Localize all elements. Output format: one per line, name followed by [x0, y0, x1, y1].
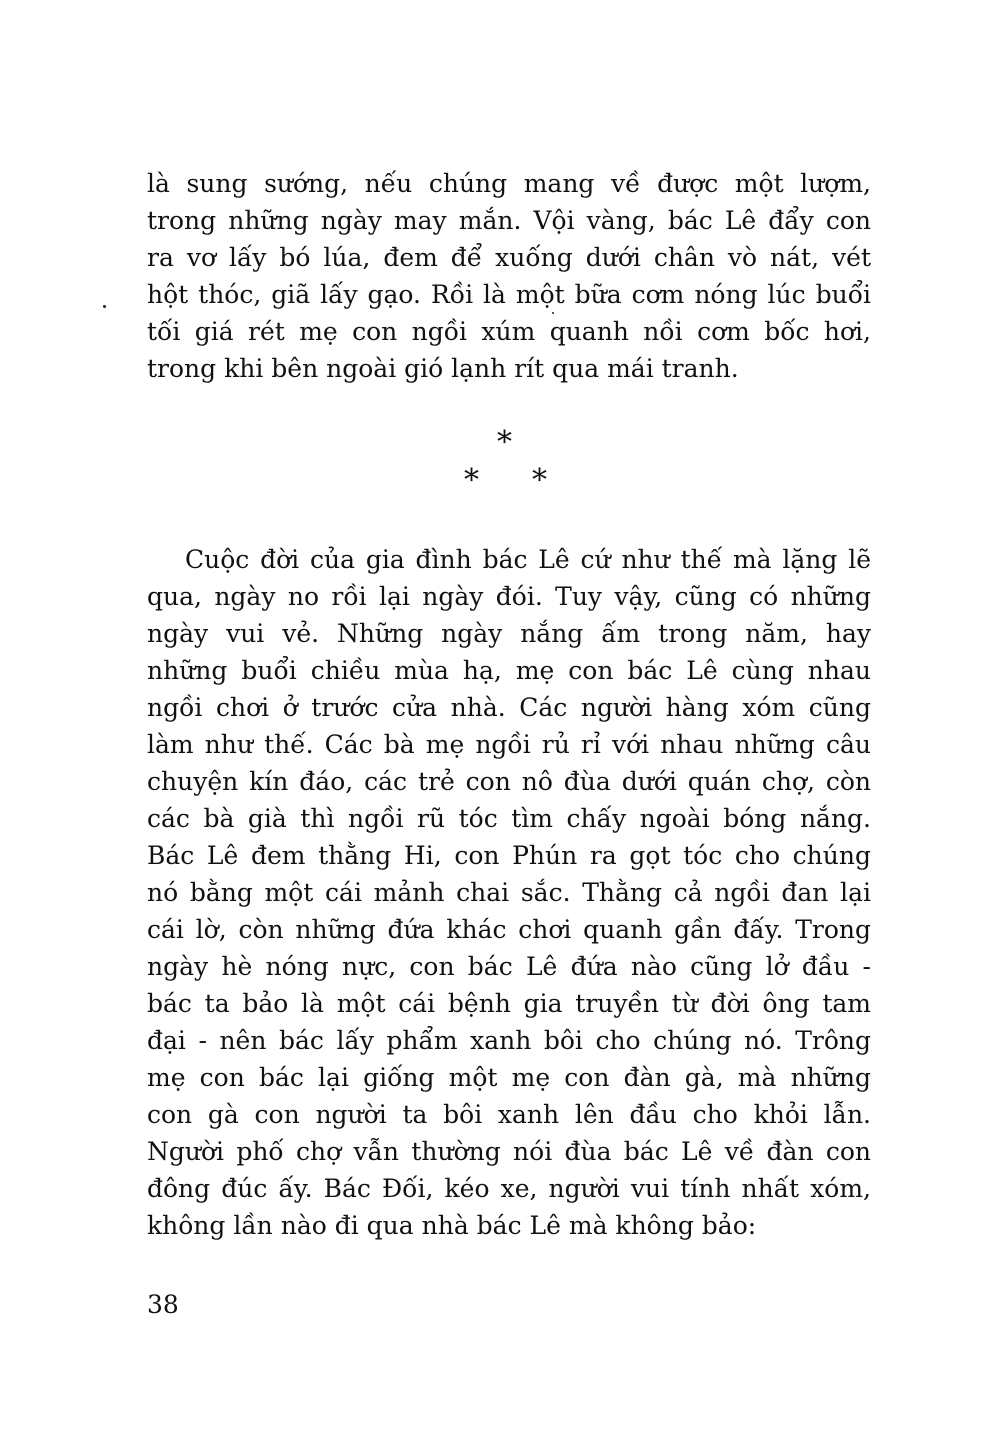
text-line: làm như thế. Các bà mẹ ngồi rủ rỉ với nhau những câu — [147, 730, 871, 759]
text-line: Cuộc đời của gia đình bác Lê cứ như thế mà lặng lẽ — [185, 545, 871, 574]
page-number: 38 — [147, 1290, 179, 1319]
text-line: đông đúc ấy. Bác Đối, kéo xe, người vui tính nhất xóm, — [147, 1174, 871, 1203]
paragraph-2 — [147, 541, 871, 1244]
text-line: trong khi bên ngoài gió lạnh rít qua mái tranh. — [147, 354, 739, 383]
text-line: không lần nào đi qua nhà bác Lê mà không bảo: — [147, 1211, 757, 1240]
text-line: là sung sướng, nếu chúng mang về được một lượm, — [147, 169, 871, 198]
text-line: chuyện kín đáo, các trẻ con nô đùa dưới quán chợ, còn — [147, 767, 871, 796]
text-line: ra vơ lấy bó lúa, đem để xuống dưới chân vò nát, vét — [147, 243, 871, 272]
section-break-star: * — [464, 463, 479, 498]
text-line: cái lờ, còn những đứa khác chơi quanh gần đấy. Trong — [147, 915, 871, 944]
paragraph-1 — [147, 165, 871, 387]
text-line: mẹ con bác lại giống một mẹ con đàn gà, mà những — [147, 1063, 871, 1092]
text-line: hột thóc, giã lấy gạo. Rồi là một bữa cơm nóng lúc buổi — [147, 280, 871, 309]
text-line: Người phố chợ vẫn thường nói đùa bác Lê về đàn con — [147, 1137, 871, 1166]
text-line: đại - nên bác lấy phẩm xanh bôi cho chúng nó. Trông — [147, 1026, 871, 1055]
text-line: các bà già thì ngồi rũ tóc tìm chấy ngoài bóng nắng. — [147, 804, 871, 833]
text-line: ngày vui vẻ. Những ngày nắng ấm trong năm, hay — [147, 619, 871, 648]
text-line: bác ta bảo là một cái bệnh gia truyền từ đời ông tam — [147, 989, 871, 1018]
text-line: tối giá rét mẹ con ngồi xúm quanh nồi cơm bốc hơi, — [147, 317, 871, 346]
text-line: trong những ngày may mắn. Vội vàng, bác Lê đẩy con — [147, 206, 871, 235]
text-line: Bác Lê đem thằng Hi, con Phún ra gọt tóc cho chúng — [147, 841, 871, 870]
text-line: những buổi chiều mùa hạ, mẹ con bác Lê cùng nhau — [147, 656, 871, 685]
text-line: con gà con người ta bôi xanh lên đầu cho khỏi lẫn. — [147, 1100, 871, 1129]
scan-speck — [552, 312, 554, 314]
section-break-star: * — [532, 463, 547, 498]
text-line: nó bằng một cái mảnh chai sắc. Thằng cả ngồi đan lại — [147, 878, 871, 907]
text-line: ngày hè nóng nực, con bác Lê đứa nào cũng lở đầu - — [147, 952, 871, 981]
text-line: ngồi chơi ở trước cửa nhà. Các người hàng xóm cũng — [147, 693, 871, 722]
text-line: qua, ngày no rồi lại ngày đói. Tuy vậy, cũng có những — [147, 582, 871, 611]
scan-speck — [103, 305, 106, 308]
section-break-star: * — [497, 425, 512, 460]
